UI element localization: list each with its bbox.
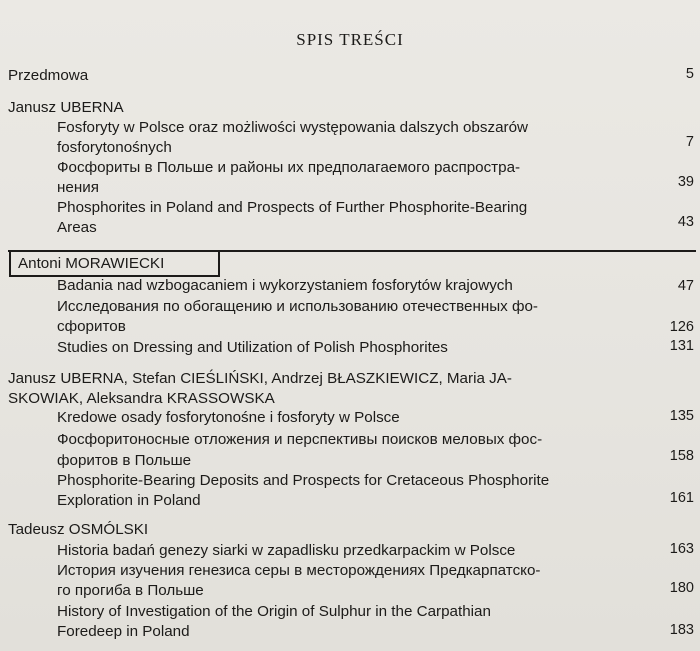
toc-entry-title: История изучения генезиса серы в месторождениях Предкарпатско- — [57, 562, 541, 579]
author-name: Janusz UBERNA, Stefan CIEŚLIŃSKI, Andrzej BŁASZKIEWICZ, Maria JA- — [8, 370, 512, 387]
toc-entry-title: Fosforyty w Polsce oraz możliwości występowania dalszych obszarów — [57, 119, 528, 136]
toc-entry-title: Фосфоритоносные отложения и перспективы поисков меловых фос- — [57, 431, 543, 448]
author-name: Janusz UBERNA — [8, 99, 124, 116]
page-number: 163 — [669, 541, 694, 557]
toc-entry-title: Exploration in Poland — [57, 492, 201, 509]
toc-entry-title: форитов в Польше — [57, 452, 192, 469]
toc-entry-title: Phosphorite-Bearing Deposits and Prospects for Cretaceous Phosphorite — [57, 472, 550, 489]
toc-entry-title: сфоритов — [57, 318, 126, 335]
page-number: 7 — [685, 134, 694, 150]
page-number: 158 — [669, 448, 694, 464]
page-number: 126 — [669, 319, 694, 335]
toc-entry-title: нения — [57, 179, 99, 196]
toc-entry-title: Studies on Dressing and Utilization of Polish Phosphorites — [57, 339, 448, 356]
author-name: SKOWIAK, Aleksandra KRASSOWSKA — [8, 390, 275, 407]
toc-entry-title: fosforytonośnych — [57, 139, 172, 156]
toc-entry-title: Kredowe osady fosforytonośne i fosforyty w Polsce — [57, 409, 400, 426]
toc-entry-title: Areas — [57, 219, 97, 236]
page-number: 47 — [677, 278, 694, 294]
page-number: 161 — [669, 490, 694, 506]
toc-entry-title: Foredeep in Poland — [57, 623, 190, 640]
page-number: 43 — [677, 214, 694, 230]
page-number: 39 — [677, 174, 694, 190]
toc-entry-preface: Przedmowa — [8, 67, 89, 84]
toc-entry-title: History of Investigation of the Origin of Sulphur in the Carpathian — [57, 603, 491, 620]
page-title: SPIS TREŚCI — [296, 30, 404, 49]
page-number: 135 — [669, 408, 694, 424]
page-number: 5 — [685, 66, 694, 82]
page-number: 131 — [669, 338, 694, 354]
author-name: Antoni MORAWIECKI — [18, 255, 165, 272]
toc-entry-title: Исследования по обогащению и использованию отечественных фо- — [57, 298, 538, 315]
toc-entry-title: Phosphorites in Poland and Prospects of Further Phosphorite-Bearing — [57, 199, 528, 216]
page-number: 180 — [669, 580, 694, 596]
toc-entry-title: Badania nad wzbogacaniem i wykorzystaniem fosforytów krajowych — [57, 277, 513, 294]
page-number: 183 — [669, 622, 694, 638]
toc-entry-title: Фосфориты в Польше и районы их предполагаемого распростра- — [57, 159, 521, 176]
toc-entry-title: Historia badań genezy siarki w zapadlisku przedkarpackim w Polsce — [57, 542, 516, 559]
author-name: Tadeusz OSMÓLSKI — [8, 521, 149, 538]
toc-entry-title: го прогиба в Польше — [57, 582, 204, 599]
